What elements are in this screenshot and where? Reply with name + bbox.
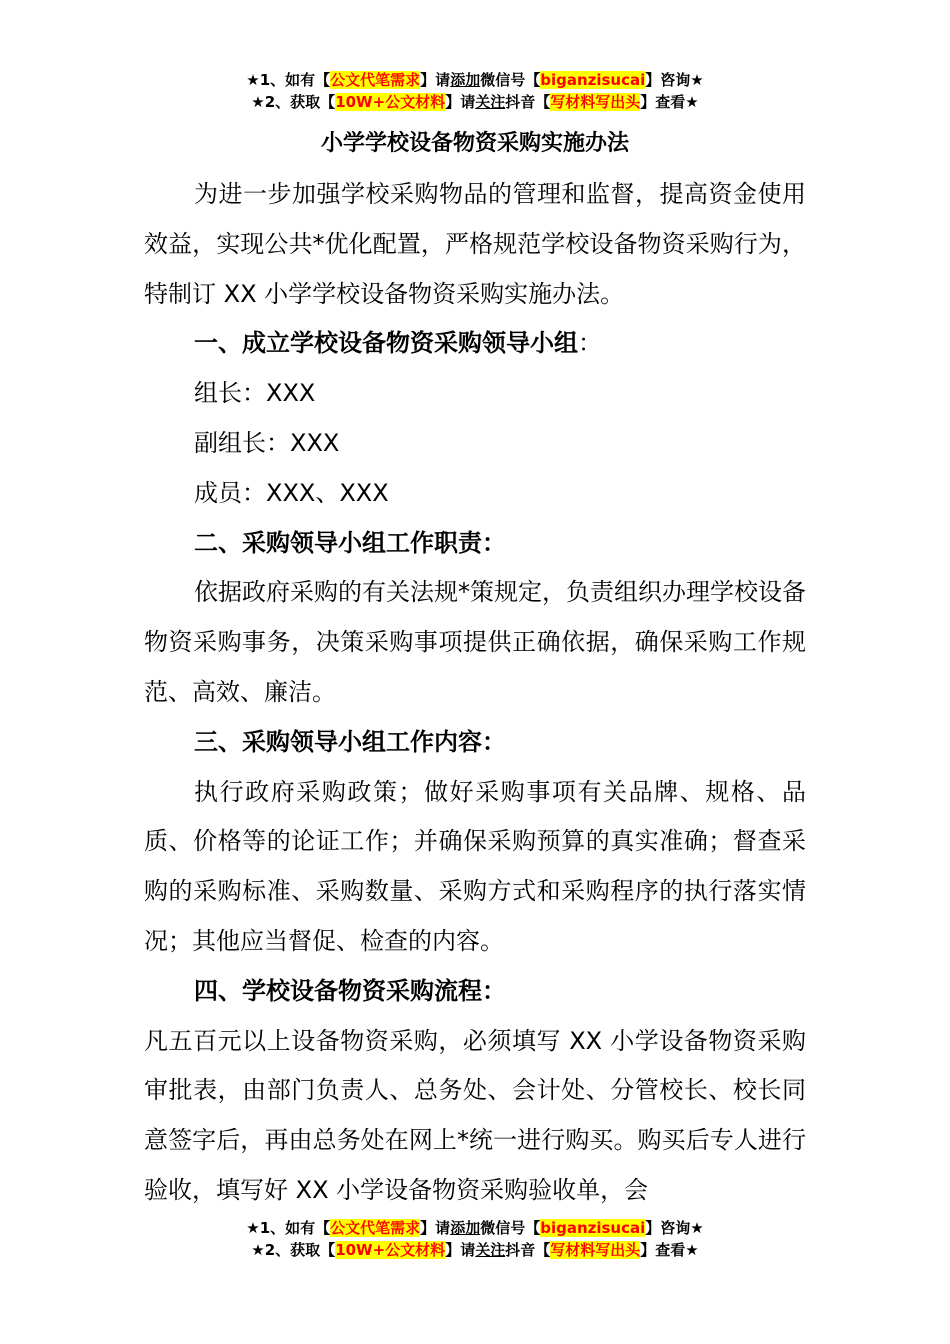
banner-line-2 xyxy=(0,1239,950,1261)
section-1-heading xyxy=(144,319,806,369)
banner-text: 抖音【 xyxy=(505,1241,551,1259)
banner-text: 】咨询★ xyxy=(645,71,704,89)
banner-underlined: 关注 xyxy=(475,93,506,111)
banner-text: 微信号【 xyxy=(480,71,541,89)
section-3-heading: 三、采购领导小组工作内容： xyxy=(194,727,506,756)
banner-line-2 xyxy=(0,91,950,113)
section-2-paragraph: 依据政府采购的有关法规*策规定，负责组织办理学校设备物资采购事务，决策采购事项提供正确依据，确保采购工作规范、高效、廉洁。 xyxy=(144,578,806,706)
banner-underlined: 关注 xyxy=(475,1241,506,1259)
section-heading-punct: ： xyxy=(578,329,602,358)
banner-text: 】咨询★ xyxy=(645,1219,704,1237)
banner-highlight: 写材料写出头 xyxy=(550,93,641,111)
header-banner xyxy=(0,69,950,113)
banner-highlight: 10W+公文材料 xyxy=(335,1241,446,1259)
leader-line: 组长：XXX xyxy=(194,379,316,408)
document-body xyxy=(144,170,806,1216)
section-2-heading: 二、采购领导小组工作职责： xyxy=(194,528,506,557)
banner-highlight: 写材料写出头 xyxy=(550,1241,641,1259)
banner-text: ★1、如有【 xyxy=(246,71,331,89)
banner-line-1 xyxy=(0,69,950,91)
banner-highlight: 公文代笔需求 xyxy=(330,1219,421,1237)
banner-text: ★1、如有【 xyxy=(246,1219,331,1237)
banner-text: 】请 xyxy=(420,1219,451,1237)
banner-text: 】请 xyxy=(420,71,451,89)
section-4-paragraph: 凡五百元以上设备物资采购，必须填写 XX 小学设备物资采购审批表，由部门负责人、总务处、会计处、分管校长、校长同意签字后，再由总务处在网上*统一进行购买。购买后专人进行验收，填写好 XX 小学设备物资采购验收单，会 xyxy=(144,1026,806,1204)
banner-text: 】请 xyxy=(445,93,476,111)
intro-paragraph: 为进一步加强学校采购物品的管理和监督，提高资金使用效益，实现公共*优化配置，严格规范学校设备物资采购行为，特制订 XX 小学学校设备物资采购实施办法。 xyxy=(144,180,806,308)
banner-highlight: 公文代笔需求 xyxy=(330,71,421,89)
banner-text: 】查看★ xyxy=(640,1241,699,1259)
footer-banner xyxy=(0,1217,950,1261)
banner-text: ★2、获取【 xyxy=(251,93,336,111)
banner-text: ★2、获取【 xyxy=(251,1241,336,1259)
banner-highlight: 10W+公文材料 xyxy=(335,93,446,111)
banner-text: 微信号【 xyxy=(480,1219,541,1237)
banner-text: 抖音【 xyxy=(505,93,551,111)
banner-highlight: biganzisucai xyxy=(540,1219,646,1237)
banner-underlined: 添加 xyxy=(450,71,481,89)
banner-text: 】请 xyxy=(445,1241,476,1259)
deputy-leader-line: 副组长：XXX xyxy=(194,428,340,457)
banner-underlined: 添加 xyxy=(450,1219,481,1237)
section-4-heading: 四、学校设备物资采购流程： xyxy=(194,976,506,1005)
section-heading-text: 一、成立学校设备物资采购领导小组 xyxy=(194,329,578,358)
banner-line-1 xyxy=(0,1217,950,1239)
section-3-paragraph: 执行政府采购政策；做好采购事项有关品牌、规格、品质、价格等的论证工作；并确保采购预算的真实准确；督查采购的采购标准、采购数量、采购方式和采购程序的执行落实情况；其他应当督促、检查的内容。 xyxy=(144,777,806,955)
members-line: 成员：XXX、XXX xyxy=(194,478,389,507)
document-title: 小学学校设备物资采购实施办法 xyxy=(320,131,629,156)
banner-text: 】查看★ xyxy=(640,93,699,111)
banner-highlight: biganzisucai xyxy=(540,71,646,89)
